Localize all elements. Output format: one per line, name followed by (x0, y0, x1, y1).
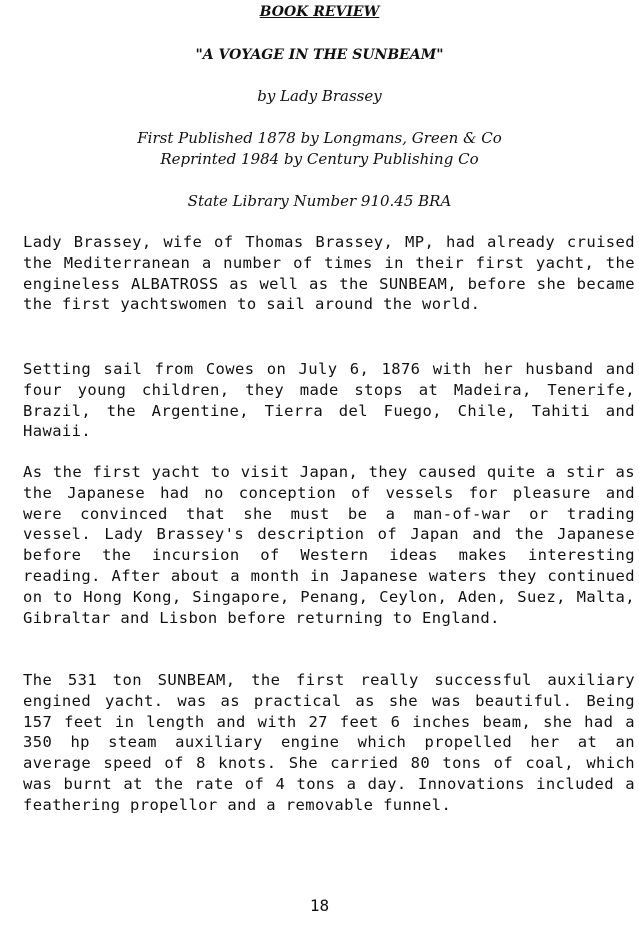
book-title: "A VOYAGE IN THE SUNBEAM" (195, 47, 444, 63)
reprinted-line: Reprinted 1984 by Century Publishing Co (160, 150, 479, 168)
paragraph-1: Lady Brassey, wife of Thomas Brassey, MP, had already cruised the Mediterranean a number of times in their first yacht, the engineless ALBATROSS as well as the SUNBEAM, before she became the first yachtswomen to sail around the world. (23, 233, 635, 314)
author-line: by Lady Brassey (257, 87, 382, 105)
paragraph-3: As the first yacht to visit Japan, they caused quite a stir as the Japanese had no conception of vessels for pleasure and were convinced that she must be a man-of-war or trading vessel. Lady Brassey's description of Japan and the Japanese before the incursion of Western ideas makes interesting reading. After about a month in Japanese waters they continued on to Hong Kong, Singapore, Penang, Ceylon, Aden, Suez, Malta, Gibraltar and Lisbon before returning to England. (23, 463, 635, 627)
library-line: State Library Number 910.45 BRA (187, 192, 452, 210)
paragraph-2: Setting sail from Cowes on July 6, 1876 with her husband and four young children, they made stops at Madeira, Tenerife, Brazil, the Argentine, Tierra del Fuego, Chile, Tahiti and Hawaii. (23, 360, 635, 441)
paragraph-4: The 531 ton SUNBEAM, the first really successful auxiliary engined yacht. was as practical as she was beautiful. Being 157 feet in length and with 27 feet 6 inches beam, she had a 350 hp steam auxiliary engine which propelled her at an average speed of 8 knots. She carried 80 tons of coal, which was burnt at the rate of 4 tons a day. Innovations included a feathering propellor and a removable funnel. (23, 671, 635, 814)
page-number: 18 (309, 896, 330, 915)
section-title: BOOK REVIEW (259, 4, 380, 20)
published-line: First Published 1878 by Longmans, Green & Co (137, 129, 502, 147)
